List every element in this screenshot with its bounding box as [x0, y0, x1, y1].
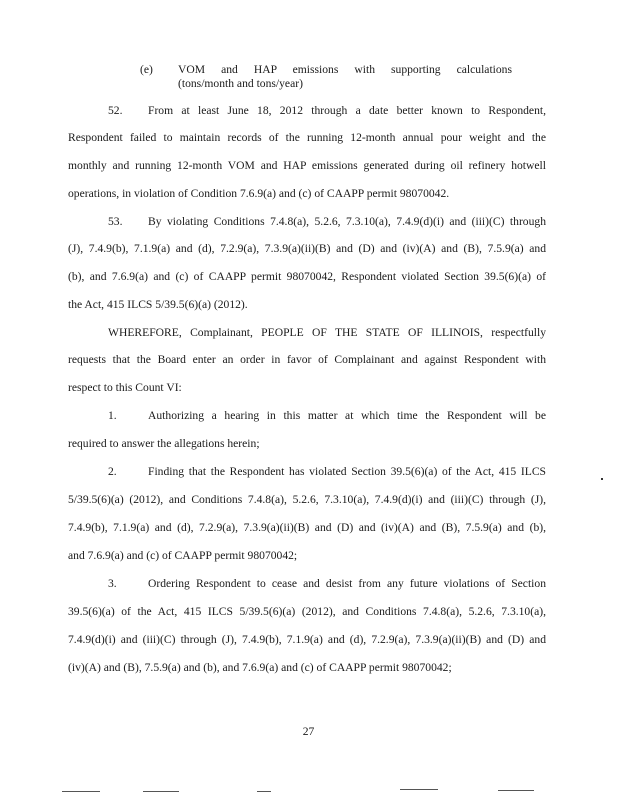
wherefore-line-2: requests that the Board enter an order in favor of Complainant and against Respondent with [68, 353, 546, 366]
scan-rule-4 [400, 789, 438, 790]
item-e-label: (e) [140, 63, 153, 76]
page-number: 27 [302, 725, 315, 738]
para-53-number: 53. [108, 215, 123, 228]
item-e-line-1: VOM and HAP emissions with supporting calculations [178, 63, 512, 76]
scan-speck [601, 478, 603, 480]
para-52-line-1: From at least June 18, 2012 through a date better known to Respondent, [148, 104, 546, 117]
relief-item-2-line-1: Finding that the Respondent has violated Section 39.5(6)(a) of the Act, 415 ILCS [148, 465, 546, 478]
wherefore-line-1: WHEREFORE, Complainant, PEOPLE OF THE STATE OF ILLINOIS, respectfully [108, 326, 546, 339]
para-52-number: 52. [108, 104, 123, 117]
para-52-line-4: operations, in violation of Condition 7.6.9(a) and (c) of CAAPP permit 98070042. [68, 187, 450, 200]
para-53-line-1: By violating Conditions 7.4.8(a), 5.2.6, 7.3.10(a), 7.4.9(d)(i) and (iii)(C) through [148, 215, 546, 228]
relief-item-2-line-4: and 7.6.9(a) and (c) of CAAPP permit 98070042; [68, 549, 298, 562]
relief-item-1-line-1: Authorizing a hearing in this matter at which time the Respondent will be [148, 409, 546, 422]
scan-rule-5 [498, 790, 534, 791]
scan-rule-1 [62, 791, 100, 792]
item-e-line-2: (tons/month and tons/year) [178, 77, 303, 90]
relief-item-2-line-3: 7.4.9(b), 7.1.9(a) and (d), 7.2.9(a), 7.3.9(a)(ii)(B) and (D) and (iv)(A) and (B), 7.5.9(a) and (b), [68, 521, 546, 534]
relief-item-1-number: 1. [108, 409, 117, 422]
relief-item-2-line-2: 5/39.5(6)(a) (2012), and Conditions 7.4.8(a), 5.2.6, 7.3.10(a), 7.4.9(d)(i) and (iii)(C) through (J), [68, 493, 546, 506]
relief-item-3-line-1: Ordering Respondent to cease and desist from any future violations of Section [148, 577, 546, 590]
scan-rule-3 [257, 791, 271, 792]
scan-rule-2 [143, 791, 179, 792]
para-53-line-4: the Act, 415 ILCS 5/39.5(6)(a) (2012). [68, 298, 248, 311]
relief-item-3-line-3: 7.4.9(d)(i) and (iii)(C) through (J), 7.4.9(b), 7.1.9(a) and (d), 7.2.9(a), 7.3.9(a)(ii)(B) and (D) and [68, 633, 546, 646]
relief-item-3-number: 3. [108, 577, 117, 590]
relief-item-2-number: 2. [108, 465, 117, 478]
para-52-line-2: Respondent failed to maintain records of the running 12-month annual pour weight and the [68, 131, 546, 144]
para-53-line-2: (J), 7.4.9(b), 7.1.9(a) and (d), 7.2.9(a), 7.3.9(a)(ii)(B) and (D) and (iv)(A) and (B), 7.5.9(a) and [68, 242, 546, 255]
relief-item-1-line-2: required to answer the allegations herein; [68, 437, 260, 450]
relief-item-3-line-2: 39.5(6)(a) of the Act, 415 ILCS 5/39.5(6)(a) (2012), and Conditions 7.4.8(a), 5.2.6, 7.3.10(a), [68, 605, 546, 618]
para-53-line-3: (b), and 7.6.9(a) and (c) of CAAPP permit 98070042, Respondent violated Section 39.5(6)(a) of [68, 270, 546, 283]
relief-item-3-line-4: (iv)(A) and (B), 7.5.9(a) and (b), and 7.6.9(a) and (c) of CAAPP permit 98070042; [68, 661, 452, 674]
para-52-line-3: monthly and running 12-month VOM and HAP emissions generated during oil refinery hotwell [68, 159, 546, 172]
wherefore-line-3: respect to this Count VI: [68, 381, 182, 394]
